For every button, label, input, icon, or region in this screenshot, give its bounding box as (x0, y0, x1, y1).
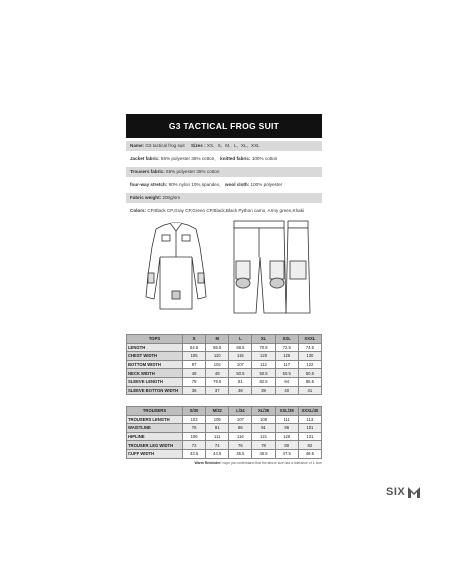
table-cell: 126 (275, 432, 298, 441)
table-cell: 45.5 (229, 449, 252, 458)
table-cell: 50.5 (252, 369, 275, 378)
table-cell: 39 (252, 386, 275, 395)
table-cell: 78 (183, 377, 206, 386)
row-label: TROUSERS LENGTH (127, 415, 183, 424)
table-cell: 76 (183, 424, 206, 433)
table-cell: 121 (252, 432, 275, 441)
table-header-cell: XXXL/40 (298, 407, 321, 416)
table-cell: 101 (298, 424, 321, 433)
table-cell: 72 (183, 441, 206, 450)
table-cell: 38 (229, 386, 252, 395)
table-cell: 106 (183, 432, 206, 441)
table-cell: 78 (252, 441, 275, 450)
table-row (127, 369, 322, 378)
spec-colors: Colors: CP,Black CP,Gray CP,Green CP,Black,Black Python camo, Army green,Khaki (130, 208, 305, 213)
row-label: SLEEVE LENGTH (127, 377, 183, 386)
table-cell: 70.5 (252, 343, 275, 352)
product-title: G3 TACTICAL FROG SUIT (126, 114, 322, 138)
product-sheet (126, 114, 322, 465)
table-cell: 79.5 (206, 377, 229, 386)
row-label: NECK WIDTH (127, 369, 183, 378)
table-cell: 66.5 (206, 343, 229, 352)
table-cell: 107 (229, 415, 252, 424)
row-label: SLEEVE BOTTON WIDTH (127, 386, 183, 395)
warm-reminder: Warm Reminder: hope you understand that the above size has a tolerance of 1-3cm (194, 461, 322, 465)
spec-stretch: four-way stretch: 90% nylon 10% spandex， wool cloth: 100% polyester (130, 182, 283, 187)
table-cell: 131 (298, 432, 321, 441)
table-row (127, 360, 322, 369)
table-cell: 122 (298, 360, 321, 369)
table-cell: 105 (206, 415, 229, 424)
table-row (127, 441, 322, 450)
table-cell: 84 (275, 377, 298, 386)
table-cell: 64.5 (183, 343, 206, 352)
table-row (127, 432, 322, 441)
emblem-icon (407, 485, 421, 499)
table-cell: 48.5 (298, 449, 321, 458)
table-cell: 50.5 (275, 369, 298, 378)
brand-logo-text: SIX (386, 486, 406, 498)
table-row (127, 343, 322, 352)
table-row (127, 352, 322, 361)
table-cell: 80 (275, 441, 298, 450)
table-header-cell: L/34 (229, 407, 252, 416)
table-cell: 48 (183, 369, 206, 378)
table-header-cell: TROUSERS (127, 407, 183, 416)
table-cell: 37 (206, 386, 229, 395)
table-cell: 107 (229, 360, 252, 369)
table-cell: 103 (183, 415, 206, 424)
table-cell: 116 (229, 432, 252, 441)
table-header-cell: XL (252, 335, 275, 344)
table-cell: 110 (206, 352, 229, 361)
table-row (127, 386, 322, 395)
table-cell: 43.5 (183, 449, 206, 458)
table-cell: 40 (275, 386, 298, 395)
table-cell: 82.5 (252, 377, 275, 386)
tops-size-table (126, 334, 322, 395)
table-cell: 76 (229, 441, 252, 450)
table-header-cell: XXXL (298, 335, 321, 344)
trousers-illustration (226, 217, 316, 317)
table-cell: 105 (183, 352, 206, 361)
table-row (127, 449, 322, 458)
table-cell: 36 (183, 386, 206, 395)
table-header-cell: L (229, 335, 252, 344)
table-cell: 86 (229, 424, 252, 433)
jacket-illustration (126, 217, 226, 317)
table-row (127, 377, 322, 386)
table-row (127, 424, 322, 433)
table-cell: 47.5 (275, 449, 298, 458)
table-cell: 46.5 (252, 449, 275, 458)
table-cell: 74 (206, 441, 229, 450)
table-header-cell: XXL/38 (275, 407, 298, 416)
garment-illustrations (126, 217, 322, 317)
brand-logo (386, 485, 421, 499)
row-label: LENGTH (127, 343, 183, 352)
table-row (127, 415, 322, 424)
table-cell: 91 (252, 424, 275, 433)
table-header-cell: TOPS (127, 335, 183, 344)
table-cell: 68.5 (229, 343, 252, 352)
table-cell: 48 (206, 369, 229, 378)
table-cell: 96 (275, 424, 298, 433)
table-cell: 85.5 (298, 377, 321, 386)
table-cell: 44.5 (206, 449, 229, 458)
table-cell: 50.5 (298, 369, 321, 378)
table-header-cell: XXL (275, 335, 298, 344)
spec-jacket-fabric: Jacket fabric: 65% polyester 35% cotton， knitted fabric: 100% cotton (130, 156, 278, 161)
table-header-cell: M (206, 335, 229, 344)
table-cell: 113 (298, 415, 321, 424)
table-cell: 102 (206, 360, 229, 369)
table-cell: 117 (275, 360, 298, 369)
table-cell: 115 (229, 352, 252, 361)
table-cell: 130 (298, 352, 321, 361)
row-label: CHEST WIDTH (127, 352, 183, 361)
table-cell: 125 (275, 352, 298, 361)
spec-trousers-fabric: Trousers fabric: 65% polyester 35% cotton (126, 167, 322, 177)
row-label: TROUSER LEG WIDTH (127, 441, 183, 450)
table-cell: 111 (275, 415, 298, 424)
row-label: WAISTLINE (127, 424, 183, 433)
table-header-cell: S (183, 335, 206, 344)
spec-fabric-weight: Fabric weight: 200g/sm (126, 193, 322, 203)
table-cell: 81 (206, 424, 229, 433)
table-cell: 112 (252, 360, 275, 369)
row-label: BOTTOM WIDTH (127, 360, 183, 369)
table-cell: 72.5 (275, 343, 298, 352)
table-header-cell: M/32 (206, 407, 229, 416)
table-cell: 111 (206, 432, 229, 441)
table-cell: 97 (183, 360, 206, 369)
table-cell: 74.5 (298, 343, 321, 352)
table-cell: 50.5 (229, 369, 252, 378)
table-cell: 81 (229, 377, 252, 386)
table-cell: 41 (298, 386, 321, 395)
table-cell: 109 (252, 415, 275, 424)
table-cell: 82 (298, 441, 321, 450)
table-header-cell: S/30 (183, 407, 206, 416)
row-label: HIPLINE (127, 432, 183, 441)
table-cell: 120 (252, 352, 275, 361)
spec-name-sizes: Name: G3 tactical frog suit Sizes : XS、S、M、L、XL、XXL (126, 141, 322, 151)
row-label: CUFF WIDTH (127, 449, 183, 458)
table-header-cell: XL/36 (252, 407, 275, 416)
trousers-size-table (126, 406, 322, 459)
